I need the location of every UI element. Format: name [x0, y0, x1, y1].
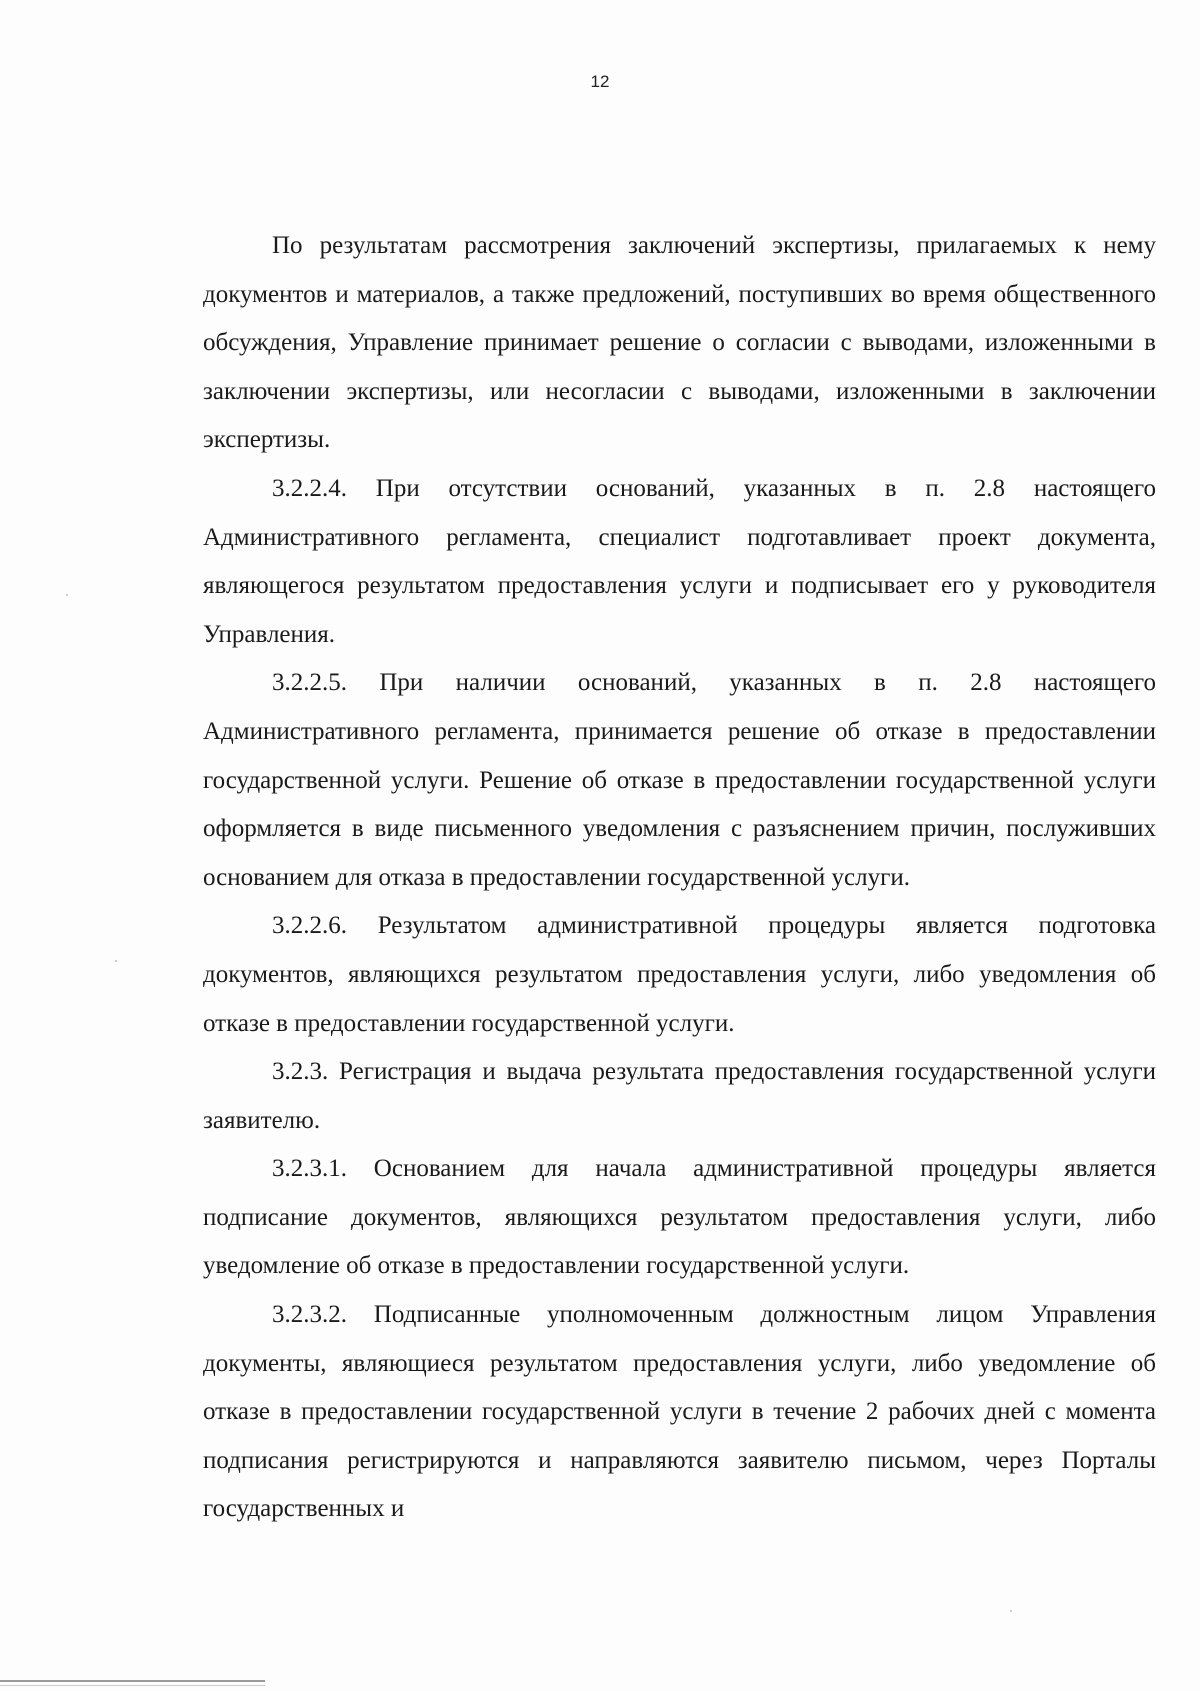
paragraph-3-2-3: 3.2.3. Регистрация и выдача результата предоставления государственной услуги заявителю. — [203, 1058, 1156, 1134]
paragraph-3-2-3-2: 3.2.3.2. Подписанные уполномоченным должностным лицом Управления документы, являющиеся результатом предоставления услуги, либо уведомление об отказе в предоставлении государственной услуги в течение 2 рабочих дней с момента подписания регистрируются и направляются заявителю письмом, через Порталы государственных и — [203, 1301, 1156, 1523]
paragraph-3-2-3-1: 3.2.3.1. Основанием для начала административной процедуры является подписание документов, являющихся результатом предоставления услуги, либо уведомление об отказе в предоставлении государственной услуги. — [203, 1155, 1156, 1280]
paragraph-expertise-decision: По результатам рассмотрения заключений экспертизы, прилагаемых к нему документов и материалов, а также предложений, поступивших во время общественного обсуждения, Управление принимает решение о согласии с выводами, изложенными в заключении экспертизы, или несогласии с выводами, изложенными в заключении экспертизы. — [203, 232, 1156, 454]
paragraph-3-2-2-6: 3.2.2.6. Результатом административной процедуры является подготовка документов, являющихся результатом предоставления услуги, либо уведомления об отказе в предоставлении государственной услуги. — [203, 912, 1156, 1037]
document-body — [203, 222, 1156, 1534]
scan-speck — [66, 594, 68, 596]
paragraph-3-2-2-4: 3.2.2.4. При отсутствии оснований, указанных в п. 2.8 настоящего Административного регламента, специалист подготавливает проект документа, являющегося результатом предоставления услуги и подписывает его у руководителя Управления. — [203, 474, 1156, 648]
page-number: 12 — [590, 72, 610, 91]
scan-edge-line — [0, 1680, 265, 1682]
scan-speck — [115, 960, 117, 962]
scan-speck — [1010, 1610, 1012, 1612]
scan-edge-line-faint — [0, 1685, 265, 1686]
paragraph-3-2-2-5: 3.2.2.5. При наличии оснований, указанных в п. 2.8 настоящего Административного регламента, принимается решение об отказе в предоставлении государственной услуги. Решение об отказе в предоставлении государственной услуги оформляется в виде письменного уведомления с разъяснением причин, послуживших основанием для отказа в предоставлении государственной услуги. — [203, 669, 1156, 891]
